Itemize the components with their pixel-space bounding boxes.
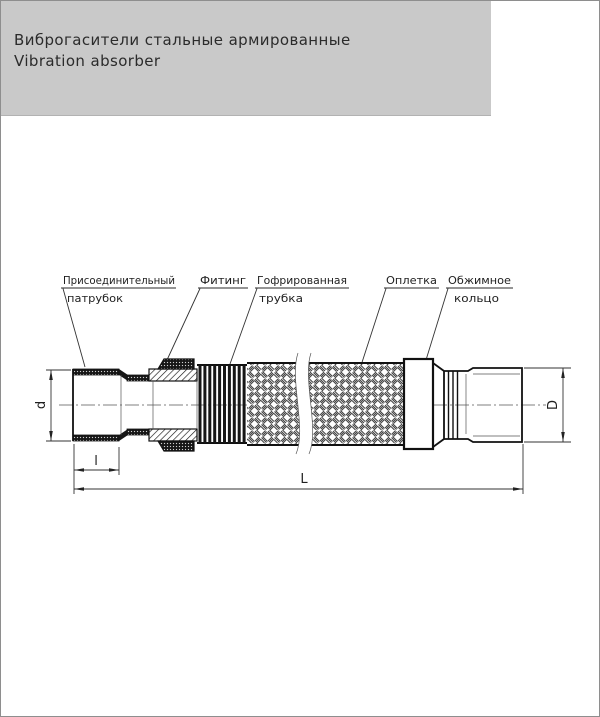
- page-title-ru: Виброгасители стальные армированные: [14, 31, 351, 49]
- corrugated-tube: [197, 365, 247, 443]
- connecting-pipe-label-line2: патрубок: [67, 292, 124, 305]
- crimp-ring-label-line2: кольцо: [454, 292, 500, 305]
- dimension-d: [34, 370, 71, 441]
- vibration-absorber-drawing: [1, 1, 600, 717]
- dimension-d-label: d: [34, 400, 49, 410]
- corrugated-tube-label-line1: Гофрированная: [257, 274, 347, 287]
- dimension-L-label: L: [300, 472, 308, 487]
- braid-label: Оплетка: [386, 274, 437, 287]
- leader-line: [167, 289, 200, 361]
- dimension-D-label: D: [546, 399, 561, 411]
- connecting-pipe-label-line1: Присоединительный: [63, 274, 175, 287]
- dimension-l-label: l: [94, 454, 98, 469]
- fitting-label: Фитинг: [200, 274, 247, 287]
- corrugated-tube-label-line2: трубка: [259, 292, 303, 305]
- crimp-ring-label-line1: Обжимное: [448, 274, 512, 287]
- dimension-l: [74, 444, 119, 494]
- label-connecting-pipe: [61, 274, 176, 367]
- leader-line: [230, 289, 257, 365]
- crimp-ring: [404, 359, 433, 449]
- page-title-en: Vibration absorber: [14, 52, 161, 70]
- braid: [247, 353, 404, 454]
